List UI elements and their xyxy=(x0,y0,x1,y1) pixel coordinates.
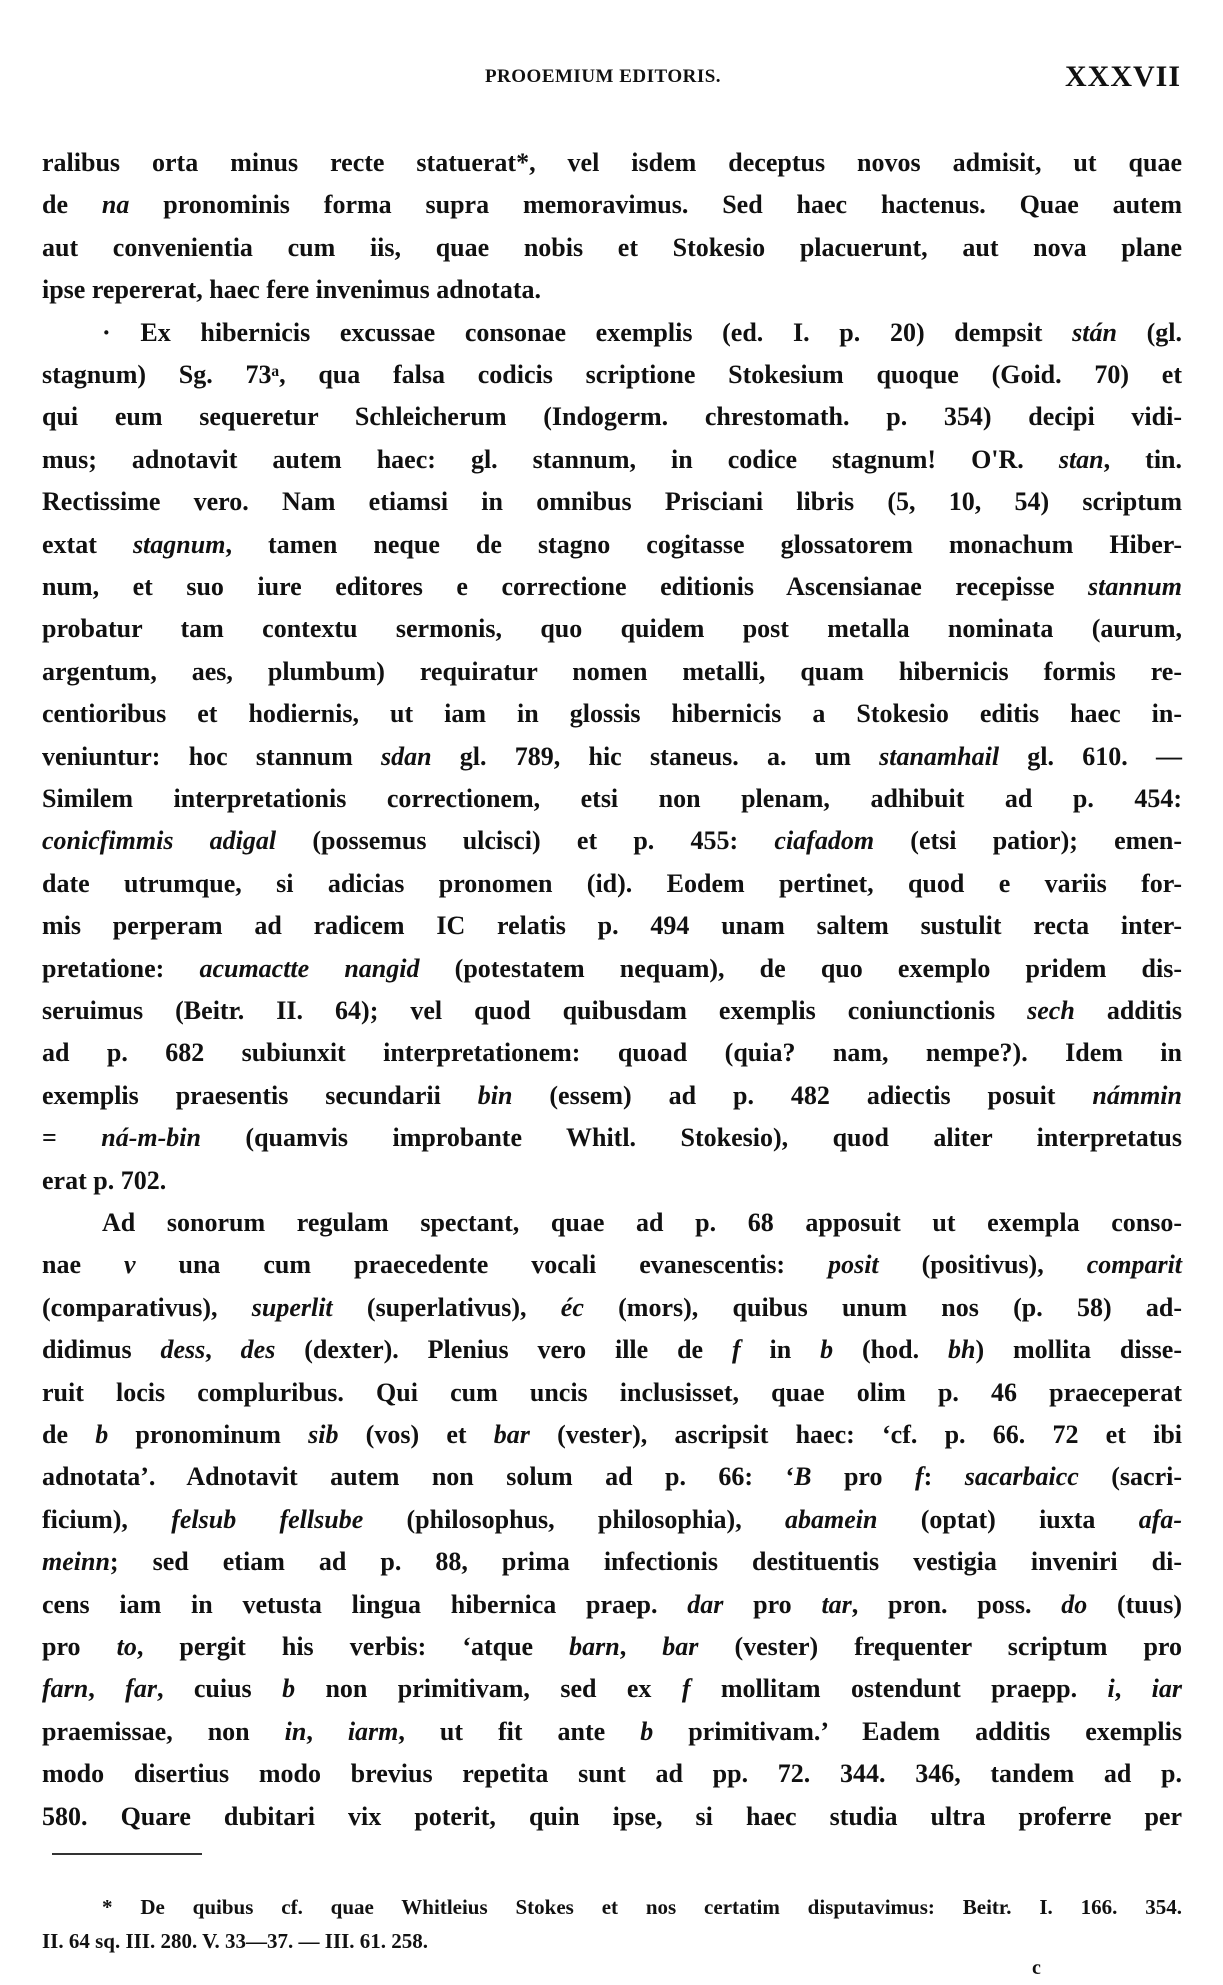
italic-term: stagnum xyxy=(132,529,226,559)
text-line xyxy=(42,358,1182,392)
text-line xyxy=(42,1121,1182,1155)
italic-term: bar xyxy=(493,1420,530,1449)
text-line xyxy=(42,1291,1182,1325)
footnote-line-1: * De quibus cf. quae Whitleius Stokes et nos certatim disputavimus: Beitr. I. 166. 354. xyxy=(102,1895,1182,1919)
italic-term: i xyxy=(1107,1674,1115,1704)
text-run: (quamvis improbante Whitl. Stokesio), quod aliter interpretatus xyxy=(200,1123,1182,1153)
text-line xyxy=(42,1206,1182,1240)
text-line xyxy=(42,1418,1182,1452)
italic-term: sdan xyxy=(380,741,432,771)
text-line xyxy=(42,824,1182,858)
text-line xyxy=(42,952,1182,986)
text-run: , tin. xyxy=(1103,444,1183,474)
italic-term: bin xyxy=(477,1080,513,1110)
italic-term: sib xyxy=(308,1420,339,1449)
text-run: veniuntur: hoc stannum xyxy=(42,741,381,771)
text-line xyxy=(42,273,1182,307)
text-run: aut convenientia cum iis, quae nobis et Stokesio placuerunt, aut nova plane xyxy=(42,232,1182,262)
text-run: : xyxy=(923,1462,965,1492)
text-run: (superlativus), xyxy=(332,1292,561,1322)
text-line xyxy=(42,188,1182,222)
text-run: adnotata’. Adnotavit autem non solum ad p. 66: ‘ xyxy=(42,1462,795,1492)
italic-term: abamein xyxy=(785,1504,878,1534)
text-run: , xyxy=(88,1674,126,1704)
running-header-title: PROOEMIUM EDITORIS. xyxy=(484,66,722,87)
italic-term: sacarbaicc xyxy=(964,1462,1079,1492)
italic-term: tar xyxy=(821,1589,852,1619)
text-run: gl. 789, hic staneus. a. um xyxy=(431,741,880,771)
text-run: , ut fit ante xyxy=(398,1716,641,1746)
italic-term: bar xyxy=(662,1632,699,1661)
text-run: ipse repererat, haec fere invenimus adnotata. xyxy=(42,275,541,305)
text-line xyxy=(42,994,1182,1028)
italic-term: b xyxy=(640,1716,654,1746)
text-line xyxy=(42,570,1182,604)
text-run: non primitivam, sed ex xyxy=(295,1674,682,1704)
italic-term: do xyxy=(1061,1589,1088,1619)
text-run: mis perperam ad radicem IC relatis p. 494 unam saltem sustulit recta inter- xyxy=(42,911,1182,941)
text-run: additis xyxy=(1074,996,1182,1025)
italic-term: sech xyxy=(1027,996,1075,1025)
text-run: mus; adnotavit autem haec: gl. stannum, in codice stagnum! O'R. xyxy=(42,444,1059,474)
text-run: ; sed etiam ad p. 88, prima infectionis destituentis vestigia inveniri di- xyxy=(109,1547,1182,1577)
text-run: (gl. xyxy=(1116,317,1182,347)
text-line xyxy=(42,1757,1182,1791)
text-line xyxy=(42,1333,1182,1367)
text-run: erat p. 702. xyxy=(42,1165,167,1195)
italic-term: f xyxy=(731,1335,741,1365)
text-run: pro xyxy=(42,1632,117,1661)
italic-term: barn xyxy=(569,1632,620,1661)
text-run: Rectissime vero. Nam etiamsi in omnibus Prisciani libris (5, 10, 54) scriptum xyxy=(42,487,1182,517)
italic-term: b xyxy=(95,1420,109,1449)
text-run: , xyxy=(619,1632,663,1661)
text-run: (philosophus, philosophia), xyxy=(363,1504,785,1534)
text-run: (etsi patior); emen- xyxy=(874,826,1182,856)
text-run: (tuus) xyxy=(1087,1589,1183,1619)
italic-term: éc xyxy=(560,1292,584,1322)
text-line xyxy=(42,1545,1182,1579)
text-line xyxy=(42,316,1182,350)
text-run: pro xyxy=(723,1589,822,1619)
text-line xyxy=(42,485,1182,519)
text-run: = xyxy=(42,1123,102,1153)
text-run: primitivam.’ Eadem additis exemplis xyxy=(653,1716,1182,1746)
italic-term: f xyxy=(914,1462,924,1492)
text-run: pronominis forma supra memoravimus. Sed haec hactenus. Quae autem xyxy=(129,190,1183,220)
italic-term: v xyxy=(123,1250,136,1280)
text-line xyxy=(42,400,1182,434)
text-run: mollitam ostendunt praepp. xyxy=(690,1674,1108,1704)
italic-term: conicfimmis adigal xyxy=(42,826,277,856)
text-run: (possemus ulcisci) et p. 455: xyxy=(276,826,775,856)
italic-term: dar xyxy=(687,1589,724,1619)
italic-term: in xyxy=(284,1716,307,1746)
text-line xyxy=(42,1036,1182,1070)
text-line xyxy=(42,146,1182,180)
text-run: , xyxy=(205,1335,241,1365)
text-run: nae xyxy=(42,1250,124,1280)
text-run: 580. Quare dubitari vix poterit, quin ipse, si haec studia ultra proferre per xyxy=(42,1801,1182,1831)
italic-term: posit xyxy=(828,1250,879,1280)
italic-term: iar xyxy=(1151,1674,1183,1704)
text-run: · Ex hibernicis excussae consonae exemplis (ed. I. p. 20) dempsit xyxy=(102,317,1073,347)
text-run: , tamen neque de stagno cogitasse glossatorem monachum Hiber- xyxy=(225,529,1183,559)
page-number: XXXVII xyxy=(1064,60,1181,93)
text-line xyxy=(42,1460,1182,1494)
text-run: (comparativus), xyxy=(42,1292,252,1322)
italic-term: farn xyxy=(42,1674,89,1704)
text-line xyxy=(42,697,1182,731)
italic-term: stannum xyxy=(1088,572,1182,601)
text-run: modo disertius modo brevius repetita sunt ad pp. 72. 344. 346, tandem ad p. xyxy=(42,1759,1182,1789)
text-run: ruit locis compluribus. Qui cum uncis inclusisset, quae olim p. 46 praeceperat xyxy=(42,1377,1182,1407)
text-run: , pergit his verbis: ‘atque xyxy=(136,1632,570,1661)
text-run: pretatione: xyxy=(42,953,200,983)
text-run: Similem interpretationis correctionem, etsi non plenam, adhibuit ad p. 454: xyxy=(42,784,1182,813)
text-run: ad p. 682 subiunxit interpretationem: quoad (quia? nam, nempe?). Idem in xyxy=(42,1038,1182,1068)
text-line xyxy=(42,1248,1182,1282)
text-run: (positivus), xyxy=(878,1250,1087,1280)
text-run: argentum, aes, plumbum) requiratur nomen metalli, quam hibernicis formis re- xyxy=(42,656,1182,686)
text-run: Ad sonorum regulam spectant, quae ad p. 68 apposuit ut exempla conso- xyxy=(102,1208,1182,1237)
text-run: (vos) et xyxy=(338,1420,494,1449)
text-line xyxy=(42,655,1182,689)
signature-mark: c xyxy=(1032,1957,1041,1979)
text-run: centioribus et hodiernis, ut iam in glossis hibernicis a Stokesio editis haec in- xyxy=(42,699,1182,729)
italic-term: na xyxy=(101,190,130,220)
text-run: didimus xyxy=(42,1335,161,1365)
text-run: (hod. xyxy=(833,1335,948,1365)
italic-term: stán xyxy=(1072,317,1117,347)
italic-term: stanamhail xyxy=(879,741,1000,771)
text-run: ficium), xyxy=(42,1504,172,1534)
text-run: pro xyxy=(811,1462,915,1492)
text-run: de xyxy=(42,190,102,220)
text-line xyxy=(42,612,1182,646)
text-run: cens iam in vetusta lingua hibernica praep. xyxy=(42,1589,688,1619)
italic-term: b xyxy=(282,1674,296,1704)
italic-term: ná-m-bin xyxy=(101,1123,201,1153)
italic-term: to xyxy=(116,1632,137,1661)
text-run: probatur tam contextu sermonis, quo quidem post metalla nominata (aurum, xyxy=(42,614,1182,644)
text-line xyxy=(42,740,1182,774)
italic-term: comparit xyxy=(1086,1250,1183,1280)
text-run: (optat) iuxta xyxy=(877,1504,1139,1534)
footnote-divider xyxy=(52,1853,202,1855)
text-run: extat xyxy=(42,529,133,559)
text-run: (dexter). Plenius vero ille de xyxy=(275,1335,732,1365)
text-run: (mors), quibus unum nos (p. 58) ad- xyxy=(583,1292,1182,1322)
text-run: in xyxy=(740,1335,821,1365)
text-run: seruimus (Beitr. II. 64); vel quod quibusdam exemplis coniunctionis xyxy=(42,996,1028,1025)
italic-term: des xyxy=(240,1335,276,1365)
italic-term: námmin xyxy=(1092,1080,1182,1110)
italic-term: afa- xyxy=(1138,1504,1183,1534)
text-run: date utrumque, si adicias pronomen (id). Eodem pertinet, quod e variis for- xyxy=(42,868,1182,898)
text-line xyxy=(42,231,1182,265)
text-line xyxy=(42,1672,1182,1706)
text-run: pronominum xyxy=(108,1420,309,1449)
text-run: (vester) frequenter scriptum pro xyxy=(698,1632,1183,1661)
text-run: stagnum) Sg. 73ᵃ, qua falsa codicis scriptione Stokesium quoque (Goid. 70) et xyxy=(42,360,1182,389)
italic-term: b xyxy=(820,1335,834,1365)
text-run: , cuius xyxy=(156,1674,283,1704)
text-line xyxy=(42,1800,1182,1834)
italic-term: acumactte nangid xyxy=(199,953,420,983)
italic-term: superlit xyxy=(251,1292,333,1322)
text-run: (sacri- xyxy=(1078,1462,1182,1492)
text-run: (potestatem nequam), de quo exemplo pridem dis- xyxy=(419,953,1182,983)
text-run: praemissae, non xyxy=(42,1716,285,1746)
text-line xyxy=(42,909,1182,943)
text-run: , pron. poss. xyxy=(851,1589,1062,1619)
italic-term: meinn xyxy=(42,1547,110,1577)
text-run: qui eum sequeretur Schleicherum (Indogerm. chrestomath. p. 354) decipi vidi- xyxy=(42,402,1182,432)
text-line xyxy=(42,1588,1182,1622)
text-run: (vester), ascripsit haec: ‘cf. p. 66. 72 et ibi xyxy=(529,1420,1183,1449)
italic-term: B xyxy=(794,1462,812,1492)
italic-term: ciafadom xyxy=(774,826,875,856)
italic-term: bh xyxy=(947,1335,976,1365)
italic-term: felsub fellsube xyxy=(171,1504,364,1534)
text-line xyxy=(42,1079,1182,1113)
text-run: , xyxy=(1114,1674,1152,1704)
text-line xyxy=(42,1630,1182,1664)
text-line xyxy=(42,1376,1182,1410)
text-run: num, et suo iure editores e correctione editionis Ascensianae recepisse xyxy=(42,572,1089,601)
text-run: de xyxy=(42,1420,96,1449)
text-line xyxy=(42,867,1182,901)
text-run: , xyxy=(306,1716,348,1746)
italic-term: stan xyxy=(1058,444,1104,474)
italic-term: f xyxy=(681,1674,691,1704)
text-run: una cum praecedente vocali evanescentis: xyxy=(135,1250,829,1280)
footnote-line-2: II. 64 sq. III. 280. V. 33—37. — III. 61. 258. xyxy=(42,1929,429,1953)
text-line xyxy=(42,782,1182,816)
text-line xyxy=(42,1715,1182,1749)
text-line xyxy=(42,1164,1182,1198)
text-run: (essem) ad p. 482 adiectis posuit xyxy=(512,1080,1093,1110)
text-line xyxy=(42,528,1182,562)
text-run: ) mollita disse- xyxy=(975,1335,1182,1365)
italic-term: far xyxy=(125,1674,157,1704)
text-run: ralibus orta minus recte statuerat*, vel isdem deceptus novos admisit, ut quae xyxy=(42,148,1182,177)
text-run: gl. 610. — xyxy=(999,741,1182,771)
italic-term: dess xyxy=(160,1335,206,1365)
italic-term: iarm xyxy=(347,1716,399,1746)
text-run: exemplis praesentis secundarii xyxy=(42,1080,478,1110)
text-line xyxy=(42,443,1182,477)
text-line xyxy=(42,1503,1182,1537)
